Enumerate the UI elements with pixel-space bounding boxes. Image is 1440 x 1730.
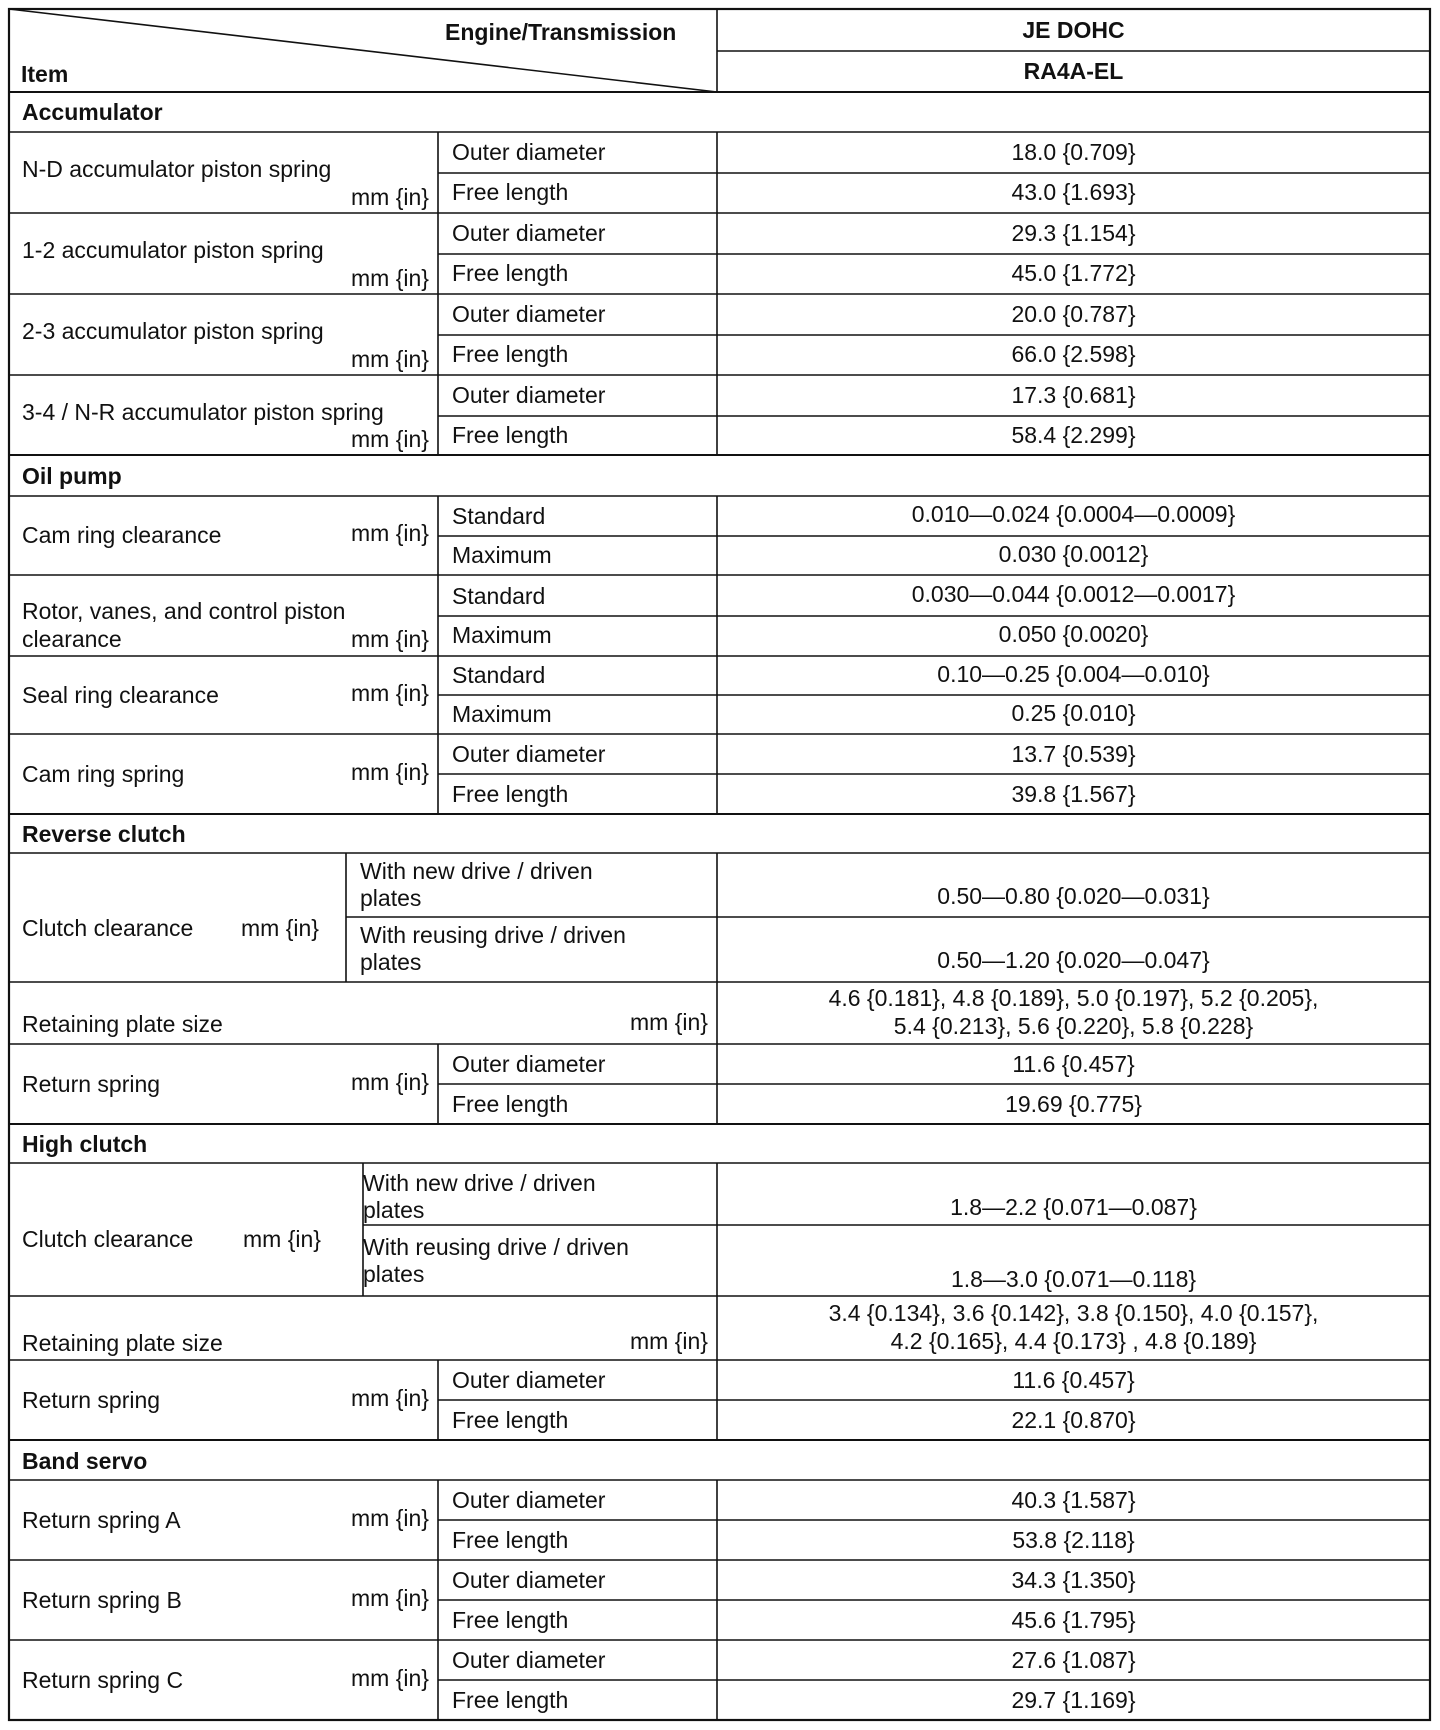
reverse-return-spring-outer: 11.6 {0.457} [1012, 1051, 1135, 1077]
standard-label: Standard [452, 662, 546, 688]
unit-label: mm {in} [351, 520, 429, 546]
free-length-label: Free length [452, 1687, 569, 1713]
high-return-spring-free: 22.1 {0.870} [1011, 1407, 1136, 1433]
high-reuse-plates-value: 1.8—3.0 {0.071—0.118} [950, 1266, 1197, 1292]
nd-outer-value: 18.0 {0.709} [1011, 139, 1136, 165]
section-band-servo: Band servo [22, 1448, 148, 1474]
rotor-clearance-name-line2: clearance [22, 626, 122, 652]
unit-label: mm {in} [351, 265, 429, 291]
reverse-retaining-sizes-line2: 5.4 {0.213}, 5.6 {0.220}, 5.8 {0.228} [893, 1013, 1254, 1039]
unit-label: mm {in} [351, 346, 429, 372]
unit-label: mm {in} [351, 1665, 429, 1691]
reverse-return-spring-name: Return spring [22, 1071, 161, 1097]
nd-spring-name: N-D accumulator piston spring [22, 156, 332, 182]
s23-spring-name: 2-3 accumulator piston spring [22, 318, 324, 344]
new-plates-label: With new drive / driven plates [363, 1170, 596, 1223]
reverse-retaining-plate-name: Retaining plate size [22, 1011, 223, 1037]
engine-name: JE DOHC [1022, 17, 1125, 43]
reusing-plates-label: With reusing drive / driven plates [363, 1234, 629, 1287]
s12-outer-value: 29.3 {1.154} [1011, 220, 1136, 246]
section-accumulator: Accumulator [22, 99, 163, 125]
s23-outer-value: 20.0 {0.787} [1011, 301, 1136, 327]
high-retaining-sizes-line2: 4.2 {0.165}, 4.4 {0.173} , 4.8 {0.189} [890, 1328, 1257, 1354]
unit-label: mm {in} [351, 680, 429, 706]
section-oil-pump: Oil pump [22, 463, 122, 489]
reverse-retaining-sizes-line1: 4.6 {0.181}, 4.8 {0.189}, 5.0 {0.197}, 5.2 {0.205}, [828, 985, 1319, 1011]
section-reverse-clutch: Reverse clutch [22, 821, 186, 847]
item-header: Item [21, 61, 69, 87]
transmission-name: RA4A-EL [1023, 58, 1124, 84]
free-length-label: Free length [452, 341, 569, 367]
seal-ring-standard: 0.10—0.25 {0.004—0.010} [937, 661, 1210, 687]
free-length-label: Free length [452, 1527, 569, 1553]
spec-sheet [8, 8, 1432, 1722]
return-spring-b-name: Return spring B [22, 1587, 182, 1613]
free-length-label: Free length [452, 179, 569, 205]
engine-transmission-header: Engine/Transmission [445, 19, 677, 45]
free-length-label: Free length [452, 1091, 569, 1117]
outer-diameter-label: Outer diameter [452, 1367, 606, 1393]
reverse-return-spring-free: 19.69 {0.775} [1005, 1091, 1142, 1117]
unit-label: mm {in} [630, 1009, 708, 1035]
return-spring-a-outer: 40.3 {1.587} [1011, 1487, 1136, 1513]
unit-label: mm {in} [351, 1069, 429, 1095]
cam-clearance-standard: 0.010—0.024 {0.0004—0.0009} [911, 501, 1236, 527]
outer-diameter-label: Outer diameter [452, 1647, 606, 1673]
outer-diameter-label: Outer diameter [452, 301, 606, 327]
unit-label: mm {in} [351, 1505, 429, 1531]
outer-diameter-label: Outer diameter [452, 1567, 606, 1593]
s34-outer-value: 17.3 {0.681} [1011, 382, 1136, 408]
unit-label: mm {in} [351, 626, 429, 652]
unit-label: mm {in} [241, 915, 319, 941]
outer-diameter-label: Outer diameter [452, 220, 606, 246]
reverse-clutch-clearance-name: Clutch clearance [22, 915, 194, 941]
high-return-spring-outer: 11.6 {0.457} [1012, 1367, 1135, 1393]
s12-spring-name: 1-2 accumulator piston spring [22, 237, 324, 263]
standard-label: Standard [452, 583, 546, 609]
return-spring-c-outer: 27.6 {1.087} [1011, 1647, 1136, 1673]
return-spring-a-free: 53.8 {2.118} [1012, 1527, 1135, 1553]
high-clutch-clearance-name: Clutch clearance [22, 1226, 194, 1252]
s23-free-value: 66.0 {2.598} [1011, 341, 1136, 367]
return-spring-c-free: 29.7 {1.169} [1011, 1687, 1136, 1713]
outer-diameter-label: Outer diameter [452, 741, 606, 767]
return-spring-a-name: Return spring A [22, 1507, 181, 1533]
unit-label: mm {in} [351, 184, 429, 210]
new-plates-label: With new drive / driven plates [360, 858, 593, 911]
return-spring-c-name: Return spring C [22, 1667, 184, 1693]
rotor-clearance-standard: 0.030—0.044 {0.0012—0.0017} [911, 581, 1236, 607]
unit-label: mm {in} [630, 1328, 708, 1354]
section-high-clutch: High clutch [22, 1131, 148, 1157]
maximum-label: Maximum [452, 701, 552, 727]
rotor-clearance-maximum: 0.050 {0.0020} [998, 621, 1149, 647]
free-length-label: Free length [452, 1407, 569, 1433]
s34-spring-name: 3-4 / N-R accumulator piston spring [22, 399, 384, 425]
reusing-plates-label: With reusing drive / driven plates [360, 922, 626, 975]
cam-ring-spring-free: 39.8 {1.567} [1011, 781, 1136, 807]
cam-ring-spring-name: Cam ring spring [22, 761, 185, 787]
high-retaining-plate-name: Retaining plate size [22, 1330, 223, 1356]
outer-diameter-label: Outer diameter [452, 1051, 606, 1077]
outer-diameter-label: Outer diameter [452, 139, 606, 165]
outer-diameter-label: Outer diameter [452, 382, 606, 408]
reverse-new-plates-value: 0.50—0.80 {0.020—0.031} [937, 883, 1210, 909]
return-spring-b-outer: 34.3 {1.350} [1011, 1567, 1136, 1593]
s34-free-value: 58.4 {2.299} [1011, 422, 1136, 448]
reverse-reuse-plates-value: 0.50—1.20 {0.020—0.047} [937, 947, 1210, 973]
high-new-plates-value: 1.8—2.2 {0.071—0.087} [950, 1194, 1197, 1220]
seal-ring-clearance-name: Seal ring clearance [22, 682, 219, 708]
high-return-spring-name: Return spring [22, 1387, 161, 1413]
high-retaining-sizes-line1: 3.4 {0.134}, 3.6 {0.142}, 3.8 {0.150}, 4.0 {0.157}, [828, 1300, 1319, 1326]
standard-label: Standard [452, 503, 546, 529]
seal-ring-maximum: 0.25 {0.010} [1011, 700, 1136, 726]
free-length-label: Free length [452, 422, 569, 448]
return-spring-b-free: 45.6 {1.795} [1011, 1607, 1136, 1633]
unit-label: mm {in} [243, 1226, 321, 1252]
rotor-clearance-name-line1: Rotor, vanes, and control piston [22, 598, 346, 624]
s12-free-value: 45.0 {1.772} [1011, 260, 1136, 286]
outer-diameter-label: Outer diameter [452, 1487, 606, 1513]
unit-label: mm {in} [351, 426, 429, 452]
cam-clearance-maximum: 0.030 {0.0012} [998, 541, 1149, 567]
free-length-label: Free length [452, 1607, 569, 1633]
unit-label: mm {in} [351, 1385, 429, 1411]
unit-label: mm {in} [351, 759, 429, 785]
cam-ring-spring-outer: 13.7 {0.539} [1011, 741, 1136, 767]
free-length-label: Free length [452, 260, 569, 286]
maximum-label: Maximum [452, 622, 552, 648]
cam-clearance-name: Cam ring clearance [22, 522, 222, 548]
free-length-label: Free length [452, 781, 569, 807]
nd-free-value: 43.0 {1.693} [1011, 179, 1136, 205]
maximum-label: Maximum [452, 542, 552, 568]
unit-label: mm {in} [351, 1585, 429, 1611]
